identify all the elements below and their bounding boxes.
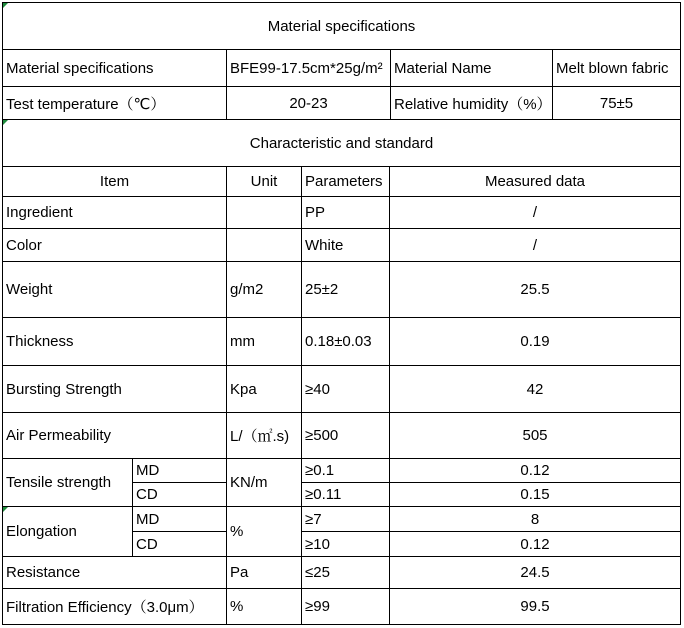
row-elongation-measured-md: 8: [389, 506, 681, 532]
row-elongation-sub-md: MD: [132, 506, 227, 532]
row-air-permeability-item: Air Permeability: [2, 412, 227, 459]
row-color-unit: [226, 228, 302, 262]
humidity-label-cell: Relative humidity（%）: [390, 86, 553, 120]
row-air-permeability-measured: 505: [389, 412, 681, 459]
row-elongation-item: Elongation: [2, 506, 133, 557]
row-resistance-measured: 24.5: [389, 556, 681, 589]
material-name-value-cell: Melt blown fabric: [552, 49, 681, 87]
row-tensile-measured-md: 0.12: [389, 458, 681, 483]
temperature-label-cell: Test temperature（℃）: [2, 86, 227, 120]
column-header-unit: Unit: [226, 166, 302, 197]
humidity-value-cell: 75±5: [552, 86, 681, 120]
row-elongation-measured-cd: 0.12: [389, 531, 681, 557]
section-title: Characteristic and standard: [2, 119, 681, 167]
row-thickness-param: 0.18±0.03: [301, 317, 390, 366]
row-bursting-param: ≥40: [301, 365, 390, 413]
row-ingredient-item: Ingredient: [2, 196, 227, 229]
row-tensile-param-md: ≥0.1: [301, 458, 390, 483]
row-color-item: Color: [2, 228, 227, 262]
row-ingredient-unit: [226, 196, 302, 229]
row-tensile-sub-cd: CD: [132, 482, 227, 507]
column-header-measured: Measured data: [389, 166, 681, 197]
row-thickness-measured: 0.19: [389, 317, 681, 366]
corner-marker: [3, 120, 8, 125]
row-color-param: White: [301, 228, 390, 262]
row-tensile-param-cd: ≥0.11: [301, 482, 390, 507]
row-thickness-unit: mm: [226, 317, 302, 366]
row-bursting-unit: Kpa: [226, 365, 302, 413]
row-filtration-param: ≥99: [301, 588, 390, 625]
row-weight-param: 25±2: [301, 261, 390, 318]
row-thickness-item: Thickness: [2, 317, 227, 366]
material-name-label-cell: Material Name: [390, 49, 553, 87]
corner-marker: [3, 507, 8, 512]
table-title: Material specifications: [2, 2, 681, 50]
row-resistance-unit: Pa: [226, 556, 302, 589]
row-resistance-item: Resistance: [2, 556, 227, 589]
column-header-parameters: Parameters: [301, 166, 390, 197]
row-weight-item: Weight: [2, 261, 227, 318]
row-weight-measured: 25.5: [389, 261, 681, 318]
spec-value-cell: BFE99-17.5cm*25g/m²: [226, 49, 391, 87]
corner-marker: [3, 3, 8, 8]
row-filtration-item: Filtration Efficiency（3.0μm）: [2, 588, 227, 625]
row-color-measured: /: [389, 228, 681, 262]
row-ingredient-param: PP: [301, 196, 390, 229]
row-air-permeability-param: ≥500: [301, 412, 390, 459]
row-elongation-unit: %: [226, 506, 302, 557]
column-header-item: Item: [2, 166, 227, 197]
temperature-value-cell: 20-23: [226, 86, 391, 120]
row-air-permeability-unit: L/（㎡.s): [226, 412, 302, 459]
row-bursting-measured: 42: [389, 365, 681, 413]
row-bursting-item: Bursting Strength: [2, 365, 227, 413]
row-elongation-sub-cd: CD: [132, 531, 227, 557]
row-tensile-measured-cd: 0.15: [389, 482, 681, 507]
row-elongation-param-md: ≥7: [301, 506, 390, 532]
row-tensile-unit: KN/m: [226, 458, 302, 507]
spec-label-cell: Material specifications: [2, 49, 227, 87]
row-tensile-item: Tensile strength: [2, 458, 133, 507]
row-filtration-unit: %: [226, 588, 302, 625]
row-filtration-measured: 99.5: [389, 588, 681, 625]
row-ingredient-measured: /: [389, 196, 681, 229]
row-weight-unit: g/m2: [226, 261, 302, 318]
row-tensile-sub-md: MD: [132, 458, 227, 483]
row-elongation-param-cd: ≥10: [301, 531, 390, 557]
row-resistance-param: ≤25: [301, 556, 390, 589]
